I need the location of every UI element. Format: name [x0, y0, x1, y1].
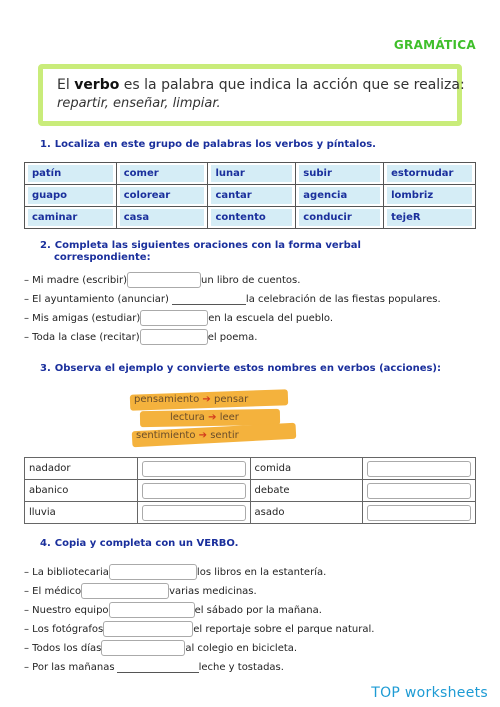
table-row: [25, 502, 476, 524]
sentence-text: – Nuestro equipo: [24, 604, 109, 616]
answer-input[interactable]: [127, 272, 201, 288]
word-cell[interactable]: patín: [28, 165, 113, 182]
answer-input[interactable]: [367, 461, 471, 477]
word-cell[interactable]: estornudar: [387, 165, 472, 182]
sentence-line: [24, 310, 333, 326]
word-cell[interactable]: caminar: [28, 209, 113, 226]
word-row: [25, 207, 476, 229]
sentence-line: [24, 602, 322, 618]
sentence-text: – El ayuntamiento (anunciar): [24, 293, 169, 305]
word-cell[interactable]: lombriz: [387, 187, 472, 204]
word-cell[interactable]: guapo: [28, 187, 113, 204]
word-cell[interactable]: agencia: [299, 187, 380, 204]
word-cell[interactable]: casa: [120, 209, 205, 226]
noun-cell: lluvia: [25, 502, 138, 524]
sentence-line: [24, 659, 284, 675]
sentence-text: – Todos los días: [24, 642, 102, 654]
section2-number: 2.: [40, 240, 51, 251]
example-verb: pensar: [214, 394, 249, 405]
word-cell[interactable]: lunar: [211, 165, 292, 182]
answer-input[interactable]: [142, 483, 246, 499]
sentence-text: un libro de cuentos.: [201, 274, 301, 286]
right-arrow-icon: ➔: [208, 412, 217, 423]
section4-number: 4.: [40, 538, 51, 549]
example-row: [134, 394, 248, 405]
example-noun: pensamiento: [134, 394, 200, 405]
answer-input[interactable]: [140, 310, 208, 326]
answer-input[interactable]: [367, 505, 471, 521]
section2-title-line1: Completa las siguientes oraciones con la forma verbal: [54, 240, 361, 251]
brand-logo: TOP worksheets: [371, 685, 488, 701]
word-cell[interactable]: subir: [299, 165, 380, 182]
example-highlight: [128, 388, 298, 446]
section4-heading: [40, 538, 238, 550]
sentence-line: [24, 291, 441, 307]
sentence-text: – Toda la clase (recitar): [24, 331, 140, 343]
sentence-line: [24, 564, 326, 580]
word-row: [25, 163, 476, 185]
sentence-line: [24, 621, 374, 637]
answer-input[interactable]: [367, 483, 471, 499]
definition-text-post: es la palabra que indica la acción que se realiza:: [119, 77, 465, 93]
answer-input[interactable]: [142, 461, 246, 477]
example-verb: sentir: [210, 430, 239, 441]
sentence-text: – El médico: [24, 585, 82, 597]
right-arrow-icon: ➔: [198, 430, 208, 441]
noun-cell: nadador: [25, 458, 138, 480]
section4-title: Copia y completa con un VERBO.: [54, 538, 239, 549]
word-cell[interactable]: comer: [120, 165, 205, 182]
section3-heading: [40, 363, 441, 375]
answer-input[interactable]: [103, 621, 193, 637]
example-row: [136, 430, 239, 441]
sentence-line: [24, 583, 257, 599]
noun-cell: debate: [250, 480, 362, 502]
example-verb: leer: [219, 412, 239, 423]
answer-input[interactable]: [172, 293, 246, 305]
answer-input[interactable]: [101, 640, 185, 656]
section1-title: Localiza en este grupo de palabras los verbos y píntalos.: [54, 139, 376, 150]
example-noun: sentimiento: [136, 430, 196, 441]
sentence-text: leche y tostadas.: [198, 661, 284, 673]
definition-text-pre: El: [57, 77, 75, 93]
sentence-text: – La bibliotecaria: [24, 566, 109, 578]
answer-input[interactable]: [109, 602, 195, 618]
table-row: [25, 480, 476, 502]
section2-heading: [40, 240, 361, 264]
conversion-table: [24, 457, 476, 524]
page-category-title: GRAMÁTICA: [393, 38, 476, 52]
word-cell[interactable]: colorear: [120, 187, 205, 204]
word-cell[interactable]: contento: [211, 209, 292, 226]
sentence-text: – Mi madre (escribir): [24, 274, 127, 286]
section1-heading: [40, 139, 376, 151]
section3-number: 3.: [40, 363, 51, 374]
sentence-text: varias medicinas.: [169, 585, 257, 597]
sentence-text: – Los fotógrafos: [24, 623, 104, 635]
sentence-text: – Por las mañanas: [24, 661, 115, 673]
section1-number: 1.: [40, 139, 51, 150]
sentence-line: [24, 329, 257, 345]
sentence-text: el poema.: [207, 331, 258, 343]
sentence-line: [24, 640, 297, 656]
answer-input[interactable]: [140, 329, 208, 345]
noun-cell: abanico: [25, 480, 138, 502]
example-row: [170, 412, 239, 423]
answer-input[interactable]: [81, 583, 169, 599]
sentence-text: al colegio en bicicleta.: [185, 642, 298, 654]
right-arrow-icon: ➔: [202, 394, 211, 405]
sentence-text: en la escuela del pueblo.: [208, 312, 334, 324]
word-cell[interactable]: tejeR: [387, 209, 472, 226]
definition-keyword: verbo: [74, 77, 120, 93]
word-row: [25, 185, 476, 207]
definition-box: [38, 64, 465, 126]
sentence-line: [24, 272, 300, 288]
sentence-text: – Mis amigas (estudiar): [24, 312, 141, 324]
word-cell[interactable]: cantar: [211, 187, 292, 204]
table-row: [25, 458, 476, 480]
answer-input[interactable]: [117, 661, 199, 673]
sentence-text: la celebración de las fiestas populares.: [245, 293, 441, 305]
section3-title: Observa el ejemplo y convierte estos nombres en verbos (acciones):: [54, 363, 442, 374]
definition-line1: [57, 77, 465, 93]
answer-input[interactable]: [142, 505, 246, 521]
definition-examples: repartir, enseñar, limpiar.: [57, 96, 221, 111]
word-cell[interactable]: conducir: [299, 209, 380, 226]
answer-input[interactable]: [109, 564, 197, 580]
noun-cell: comida: [250, 458, 362, 480]
section2-title-line2: correspondiente:: [54, 252, 151, 263]
sentence-text: los libros en la estantería.: [196, 566, 327, 578]
sentence-text: el sábado por la mañana.: [194, 604, 322, 616]
noun-cell: asado: [250, 502, 362, 524]
sentence-text: el reportaje sobre el parque natural.: [193, 623, 375, 635]
word-grid: [24, 162, 476, 229]
example-noun: lectura: [170, 412, 205, 423]
